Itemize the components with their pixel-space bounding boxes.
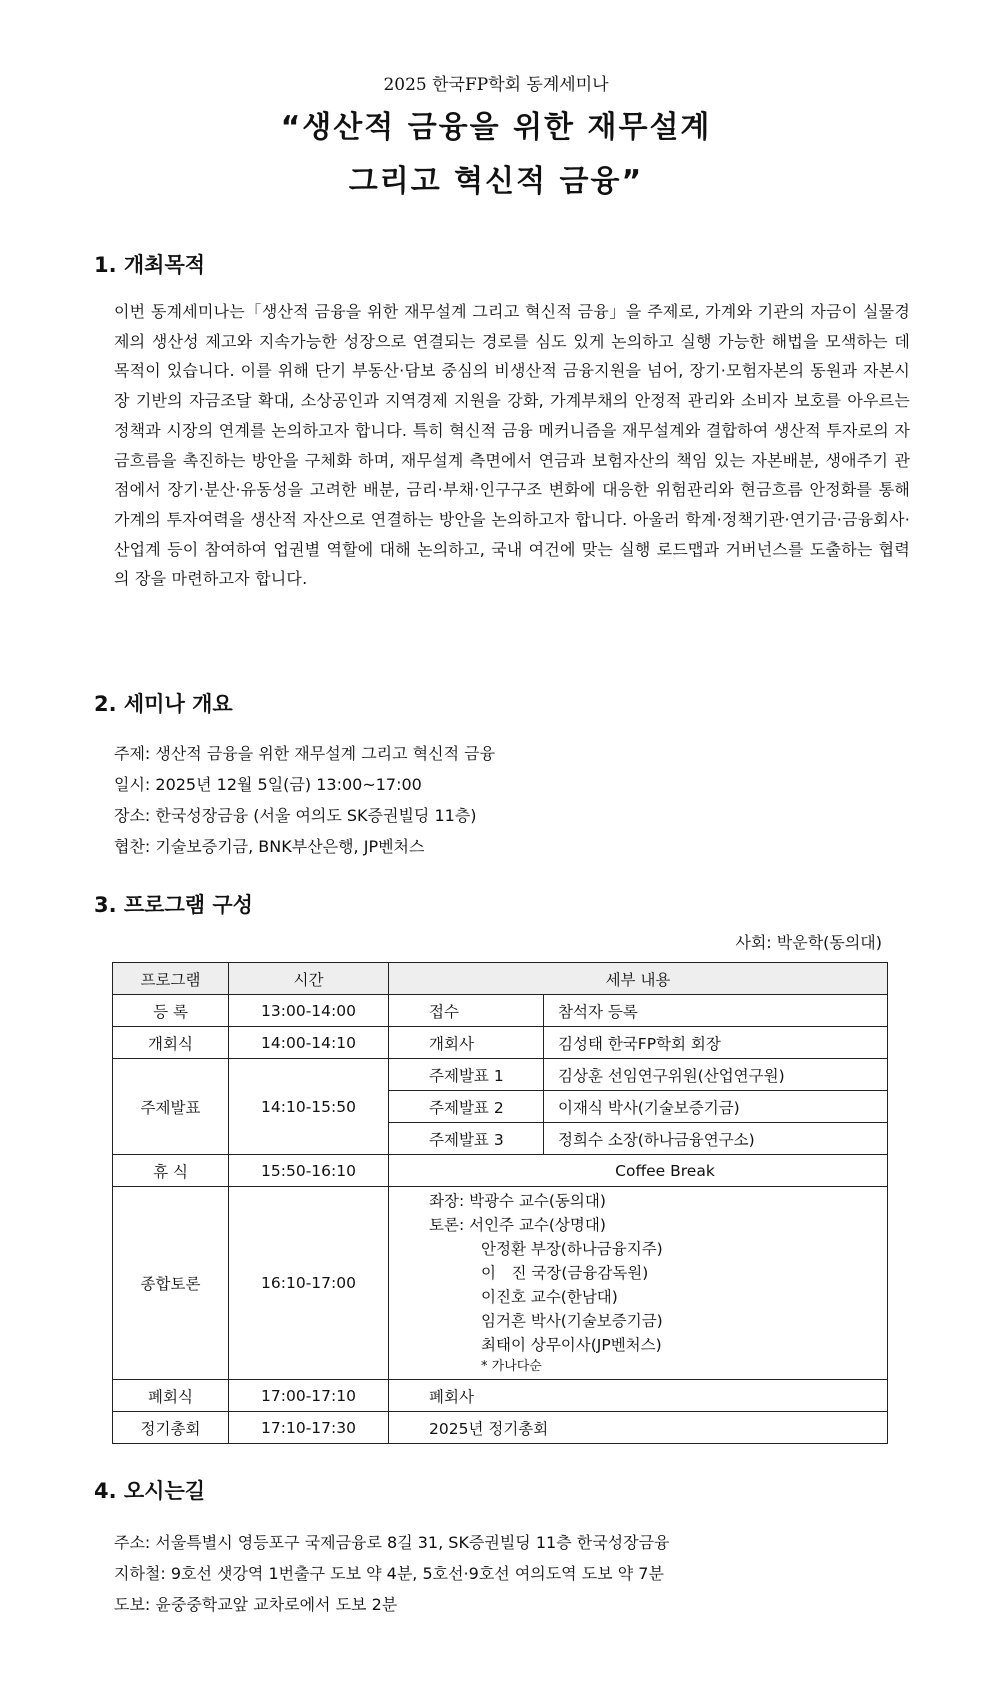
table-header-row — [113, 963, 888, 995]
program-time: 17:10-17:30 — [229, 1412, 389, 1444]
section4-heading: 4. 오시는길 — [94, 1479, 206, 1503]
seminar-subtitle: 2025 한국FP학회 동계세미나 — [383, 75, 609, 95]
discussion-panelist: 토론: 서인주 교수(상명대) — [429, 1216, 606, 1234]
header-detail: 세부 내용 — [389, 963, 888, 995]
program-time: 17:00-17:10 — [229, 1380, 389, 1412]
discussion-chair: 좌장: 박광수 교수(동의대) — [429, 1192, 606, 1210]
seminar-title-line2: 그리고 혁신적 금융” — [348, 164, 644, 199]
program-detail: 김성태 한국FP학회 회장 — [544, 1027, 888, 1059]
program-name: 등 록 — [113, 995, 229, 1027]
program-time: 14:00-14:10 — [229, 1027, 389, 1059]
directions-address: 주소: 서울특별시 영등포구 국제금융로 8길 31, SK증권빌딩 11층 한국성장금융 — [114, 1533, 670, 1552]
purpose-paragraph: 이번 동계세미나는「생산적 금융을 위한 재무설계 그리고 혁신적 금융」을 주제로, 가계와 기관의 자금이 실물경제의 생산성 제고와 지속가능한 성장으로 연결되는 경로를 심도 있게 논의하고 실행 가능한 해법을 모색하는 데 목적이 있습니다. 이를 위해 단기 부동산·담보 중심의 비생산적 금융지원을 넘어, 장기·모험자본의 동원과 자본시장 기반의 자금조달 확대, 소상공인과 지역경제 지원을 강화, 가계부채의 안정적 관리와 소비자 보호를 아우르는 정책과 시장의 연계를 논의하고자 합니다. 특히 혁신적 금융 메커니즘을 재무설계와 결합하여 생산적 투자로의 자금흐름을 촉진하는 방안을 구체화 하며, 재무설계 측면에서 연금과 보험자산의 책임 있는 자본배분, 생애주기 관점에서 장기·분산·유동성을 고려한 배분, 금리·부채·인구구조 변화에 대응한 위험관리와 현금흐름 안정화를 통해 가계의 투자여력을 생산적 자산으로 연결하는 방안을 논의하고자 합니다. 아울러 학계·정책기관·연기금·금융회사·산업계 등이 참여하여 업권별 역할에 대해 논의하고, 국내 여건에 맞는 실행 로드맵과 거버넌스를 도출하는 협력의 장을 마련하고자 합니다. — [114, 302, 910, 589]
discussion-panelist: 안정환 부장(하나금융지주) — [481, 1240, 663, 1258]
program-item: 주제발표 1 — [389, 1059, 544, 1091]
discussion-panelist: 이 진 국장(금융감독원) — [481, 1264, 649, 1282]
seminar-title-line1: “생산적 금융을 위한 재무설계 — [280, 110, 712, 145]
directions-subway: 지하철: 9호선 샛강역 1번출구 도보 약 4분, 5호선·9호선 여의도역 도보 약 7분 — [114, 1564, 664, 1583]
program-detail: 2025년 정기총회 — [389, 1412, 888, 1444]
program-item: 개회사 — [389, 1027, 544, 1059]
overview-topic: 주제: 생산적 금융을 위한 재무설계 그리고 혁신적 금융 — [114, 744, 496, 763]
program-time: 15:50-16:10 — [229, 1155, 389, 1187]
header-program: 프로그램 — [113, 963, 229, 995]
header-time: 시간 — [229, 963, 389, 995]
table-row — [113, 995, 888, 1027]
table-row — [113, 1412, 888, 1444]
discussion-panelist: 임거흔 박사(기술보증기금) — [481, 1312, 663, 1330]
discussion-panelist: 이진호 교수(한남대) — [481, 1288, 618, 1306]
table-row — [113, 1027, 888, 1059]
section3-heading: 3. 프로그램 구성 — [94, 893, 253, 917]
program-item: 주제발표 2 — [389, 1091, 544, 1123]
discussion-note: * 가나다순 — [481, 1359, 542, 1374]
program-time: 14:10-15:50 — [229, 1059, 389, 1155]
program-detail: 폐회사 — [389, 1380, 888, 1412]
program-name: 휴 식 — [113, 1155, 229, 1187]
program-detail: 정희수 소장(하나금융연구소) — [544, 1123, 888, 1155]
overview-date: 일시: 2025년 12월 5일(금) 13:00~17:00 — [114, 775, 422, 794]
discussion-panelist: 최태이 상무이사(JP벤처스) — [481, 1336, 662, 1354]
table-row — [113, 1380, 888, 1412]
overview-sponsors: 협찬: 기술보증기금, BNK부산은행, JP벤처스 — [114, 837, 425, 856]
program-name: 개회식 — [113, 1027, 229, 1059]
program-detail: 참석자 등록 — [544, 995, 888, 1027]
program-table — [112, 962, 888, 1444]
directions-walk: 도보: 윤중중학교앞 교차로에서 도보 2분 — [114, 1595, 398, 1614]
program-detail: 이재식 박사(기술보증기금) — [544, 1091, 888, 1123]
program-detail: Coffee Break — [389, 1155, 888, 1187]
program-item: 접수 — [389, 995, 544, 1027]
table-row — [113, 1187, 888, 1380]
discussion-panel — [389, 1187, 888, 1380]
overview-venue: 장소: 한국성장금융 (서울 여의도 SK증권빌딩 11층) — [114, 806, 477, 825]
moderator: 사회: 박운학(동의대) — [735, 933, 882, 952]
program-name: 정기총회 — [113, 1412, 229, 1444]
program-name: 주제발표 — [113, 1059, 229, 1155]
table-row — [113, 1155, 888, 1187]
program-time: 16:10-17:00 — [229, 1187, 389, 1380]
program-time: 13:00-14:00 — [229, 995, 389, 1027]
table-row — [113, 1059, 888, 1091]
program-detail: 김상훈 선임연구위원(산업연구원) — [544, 1059, 888, 1091]
program-item: 주제발표 3 — [389, 1123, 544, 1155]
section1-heading: 1. 개최목적 — [94, 253, 206, 277]
section2-heading: 2. 세미나 개요 — [94, 692, 233, 716]
program-name: 폐회식 — [113, 1380, 229, 1412]
program-name: 종합토론 — [113, 1187, 229, 1380]
